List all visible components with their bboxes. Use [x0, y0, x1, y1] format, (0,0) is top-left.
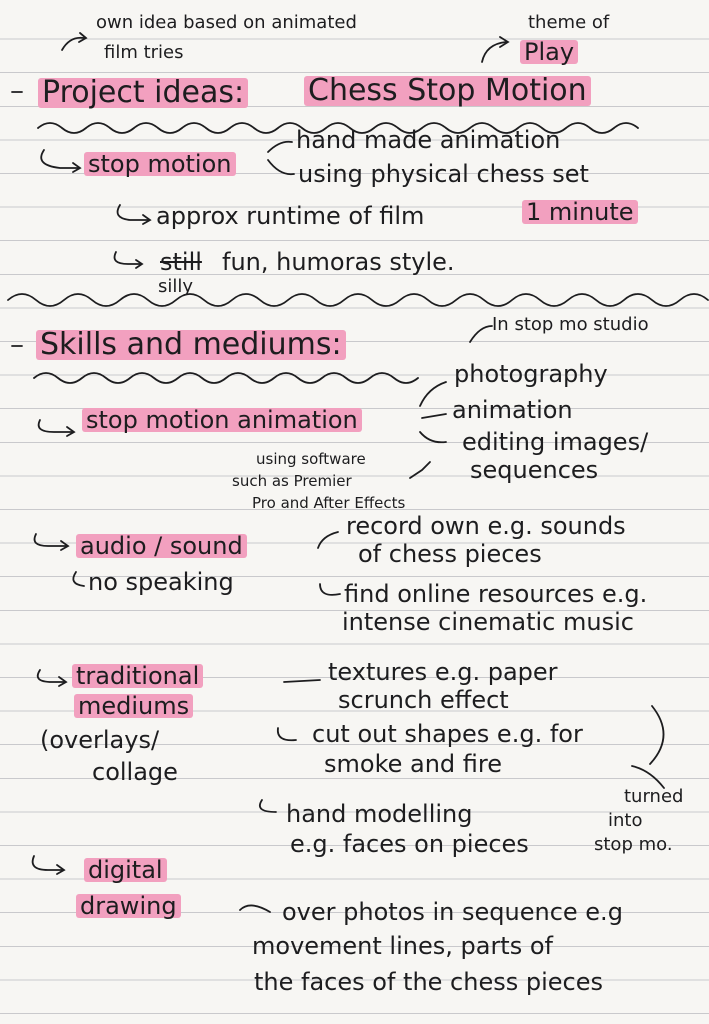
runtime-label: approx runtime of film — [156, 202, 425, 230]
turned-note-3: stop mo. — [594, 834, 673, 855]
software-note-3: Pro and After Effects — [252, 494, 406, 512]
trad-branch-4: smoke and fire — [324, 750, 503, 778]
arrow-icon — [62, 38, 84, 50]
style-strike: still — [160, 248, 202, 276]
top-note-line-1: own idea based on animated — [96, 12, 357, 33]
traditional-label-1: traditional — [72, 664, 203, 688]
traditional-sub-1: (overlays/ — [40, 726, 160, 754]
style-correction: silly — [158, 276, 194, 297]
audio-branch-3: find online resources e.g. — [344, 580, 648, 608]
stop-motion-detail-2: using physical chess set — [298, 160, 589, 188]
digital-branch-1: over photos in sequence e.g — [282, 898, 623, 926]
runtime-value: 1 minute — [522, 200, 638, 224]
branch-sequences: sequences — [470, 456, 599, 484]
audio-branch-2: of chess pieces — [358, 540, 542, 568]
turned-note-1: turned — [624, 786, 684, 807]
audio-branch-4: intense cinematic music — [342, 608, 634, 636]
branch-editing: editing images/ — [462, 428, 649, 456]
trad-branch-3: cut out shapes e.g. for — [312, 720, 583, 748]
trad-branch-2: scrunch effect — [338, 686, 509, 714]
arrow-icon — [79, 33, 86, 42]
traditional-sub-2: collage — [92, 758, 178, 786]
audio-label: audio / sound — [76, 534, 247, 558]
studio-note: In stop mo studio — [492, 314, 649, 335]
turned-note-2: into — [608, 810, 643, 831]
arrow-icon — [500, 37, 508, 47]
trad-branch-1: textures e.g. paper — [328, 658, 558, 686]
trad-branch-5: hand modelling — [286, 800, 473, 828]
stop-motion-label: stop motion — [84, 152, 236, 176]
project-label: Project ideas: — [38, 78, 248, 108]
trad-branch-6: e.g. faces on pieces — [290, 830, 529, 858]
software-note-1: using software — [256, 450, 366, 468]
stop-motion-detail-1: hand made animation — [296, 126, 561, 154]
theme-note: theme of — [528, 12, 610, 33]
branch-animation: animation — [452, 396, 573, 424]
digital-branch-3: the faces of the chess pieces — [254, 968, 603, 996]
branch-photography: photography — [454, 360, 608, 388]
top-note-line-2: film tries — [104, 42, 184, 63]
software-note-2: such as Premier — [232, 472, 352, 490]
style-text: fun, humoras style. — [222, 248, 455, 276]
stop-motion-animation-label: stop motion animation — [82, 408, 362, 432]
project-title: Chess Stop Motion — [304, 76, 591, 106]
digital-label-2: drawing — [76, 894, 181, 918]
arrow-icon — [482, 42, 506, 62]
digital-branch-2: movement lines, parts of — [252, 932, 553, 960]
audio-sub: no speaking — [88, 568, 234, 596]
traditional-label-2: mediums — [74, 694, 193, 718]
audio-branch-1: record own e.g. sounds — [346, 512, 626, 540]
skills-label: Skills and mediums: — [36, 330, 346, 360]
digital-label-1: digital — [84, 858, 167, 882]
theme-value: Play — [520, 40, 578, 64]
